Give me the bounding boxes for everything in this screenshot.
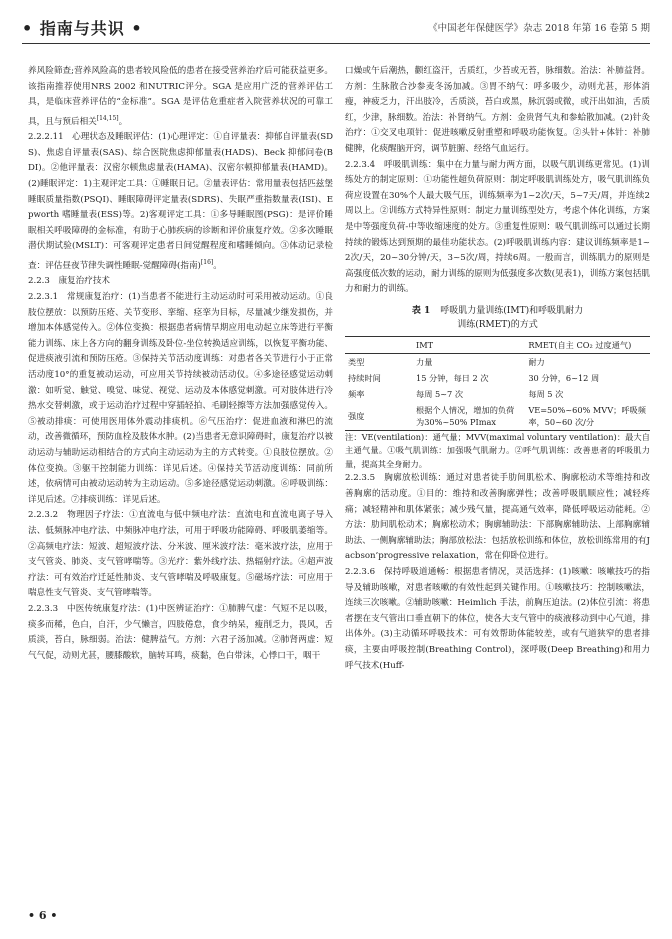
journal-info: 《中国老年保健医学》杂志 2018 年第 16 卷第 5 期 xyxy=(428,23,650,34)
paragraph-airway: 2.2.3.6 保持呼吸道通畅：根据患者情况，灵活选择：(1)咳嗽：咳嗽技巧的指导及辅助咳嗽，对患者咳嗽的有效性起到关键作用。①咳嗽技巧：控制咳嗽法，连续三次咳嗽。②辅助咳嗽：Heimlich 手法，前胸压迫法。(2)体位引流：将患者摆在支气管出口垂直朝下的体位，使各大支气管中的痰液移动到中心气道，排出体外。(3)主动循环呼吸技术：可有效帮助体能较差，或有气道狭窄的患者排痰，主要由呼吸控制(Breathing Control)，深呼吸(Deep Breathing)和用力呼气技术(Huff- xyxy=(345,566,650,671)
table-row: 类型 力量 耐力 xyxy=(348,356,545,367)
table-row: 频率 每周 5~7 次 每周 5 次 xyxy=(348,388,564,399)
page-header xyxy=(22,14,650,40)
heading-rehab-tech: 2.2.3 康复治疗技术 xyxy=(28,276,111,287)
paragraph-chest-relax: 2.2.3.5 胸廓放松训练：通过对患者徒手肋间肌松术、胸廓松动术等维持和改善胸廓的活动度。①目的：维持和改善胸廓弹性；改善呼吸肌顺应性；减轻疼痛；减轻精神和肌体紧张；减少残气量，提高通气效率，降低呼吸运动能耗。②方法：肋间肌松动术；胸廓松动术；胸廓辅助法：下部胸廓辅助法、上部胸廓辅助法、一侧胸廓辅助法；胸部放松法：包括放松训练和体位，放松训练常用的有Jacbson’progressive relaxation，常在仰卧位进行。 xyxy=(345,473,650,562)
paragraph-psych-sleep: 2.2.2.11 心理状态及睡眠评估：(1)心理评定：①自评量表：抑郁自评量表(SDS)、焦虑自评量表(SAS)、综合医院焦虑抑郁量表(HADS)、Beck 抑郁问卷(BDI)。②他评量表：汉密尔顿焦虑量表(HAMA)、汉密尔顿抑郁量表(HAMD)。(2)睡眠评定：1)主观评定工具：①睡眠日记。②量表评估：常用量表包括匹兹堡睡眠质量指数(PSQI)、睡眠障碍评定量表(SDRS)、失眠严重指数量表(ISI)、Epworth 嗜睡量表(ESS)等。2)客观评定工具：①多导睡眠图(PSG)：是评价睡眠相关呼吸障碍的金标准，有助于心肺疾病的诊断和评价康复疗效。②多次睡眠潜伏期试验(MSLT)：可客观评定患者日间觉醒程度和嗜睡倾向。③体动记录检查：评估昼夜节律失调性睡眠-觉醒障碍(指南)[16]。 xyxy=(28,132,333,271)
paragraph-tcm-cont: 口燥或午后潮热，颧红盗汗，舌质红，少苔或无苔，脉细数。治法：补肺益肾。方剂：生脉散合沙参麦冬汤加减。③胃不纳气：呼多吸少，动则尤甚，形体消瘦，神疲乏力，汗出肢冷，舌质淡，苔白或黑，脉沉弱或微，或汗出如油，舌质红，少津，脉细数。治法：补肾纳气。方剂：金贵肾气丸和参蛤散加减。(2)针灸治疗：①交叉电项针：促进咳嗽反射重塑和呼吸功能恢复。②头针+体针：补肺健脾，化痰醒脑开窍，调节脏腑、经络气血运行。 xyxy=(345,66,650,154)
page-number: • 6 • xyxy=(28,909,58,922)
table-label: 表 1 xyxy=(411,305,431,316)
paragraph-routine-rehab: 2.2.3.1 常规康复治疗：(1)当患者不能进行主动运动时可采用被动运动。①良肢位摆放：以预防压疮、关节变形、挛缩、痉挛为目标，尽量减少继发损伤，并增加本体感觉传入。②体位变换：根据患者病情早期应用电动起立床等进行平衡能力训练、床上各方向的翻身训练及卧位-坐位转换适应训练，以恢复平衡功能、促进痰液引流和预防压疮。③保持关节活动度训练：对患者各关节进行小于正常活动度10°的重复被动运动，可应用关节持续被动活动仪。④多途径感觉运动刺激：如听觉、触觉、嗅觉、味觉、视觉、运动及本体感觉刺激。可对肢体进行冷热水交替刺激，或于运动治疗过程中穿插轻拍、毛刷轻擦等方法加强感觉传入。⑤被动排痰：可使用医用体外震动排痰机。⑥气压治疗：促进血液和淋巴的流动，改善微循环，预防血栓及肢体水肿。(2)当患者无意识障碍时，康复治疗以被动运动与辅助运动相结合的方式向主动运动为主的方式转变。①良肢位摆放。②体位变换。③躯干控制能力训练：详见后述。④保持关节活动度训练：同前所述，依病情可由被动运动转为主动运动。⑤多途径感觉运动刺激。⑥呼吸训练：详见后述。⑦排痰训练：详见后述。 xyxy=(28,292,333,505)
table-header-row: IMT RMET(自主 CO₂ 过度通气) xyxy=(345,336,650,353)
section-title: • 指南与共识 • xyxy=(22,18,143,38)
table-row: 强度 根据个人情况，增加的负荷为30%~50% PImax VE=50%~60% MVV；呼吸频率，50~60 次/分 xyxy=(345,402,650,431)
paragraph-tcm: 2.2.3.3 中医传统康复疗法：(1)中医辨证治疗：①肺脾气虚：气短不足以吸，痰多而稀，色白，自汗，少气懒言，四肢倦怠，食少纳呆，瘦削乏力，畏风，舌质淡，苔白，脉细弱。治法：健脾益气。方剂：六君子汤加减。②肺肾两虚：短气气促，动则尤甚，腰膝酸软，脑转耳鸣，痰黏，色白带沫，心悸口干，咽干 xyxy=(28,603,333,661)
paragraph-physical-therapy: 2.2.3.2 物理因子疗法：①直流电与低中频电疗法：直流电和直流电离子导入法、低频脉冲电疗法、中频脉冲电疗法，可用于呼吸功能障碍、呼吸肌萎缩等。②高频电疗法：短波、超短波疗法、分米波、厘米波疗法：毫米波疗法，应用于支气管炎、肺炎、支气管哮喘等。③光疗：紫外线疗法、热辐射疗法。④超声波疗法：可有效治疗迁延性肺炎、支气管哮喘及呼吸康复。⑤磁场疗法：可应用于喘息性支气管炎、支气管哮喘等。 xyxy=(28,510,333,599)
paragraph-nutrition: 养风险筛查;营养风险高的患者较风险低的患者在接受营养治疗后可能获益更多。该指南推荐使用NRS 2002 和NUTRIC评分。SGA 是应用广泛的营养评估工具，是临床营养评估的“金标准”。SGA 是评估危重症者入院营养状况的可靠工具，且与预后相关[14,15]。 xyxy=(28,66,333,127)
header-rule xyxy=(22,43,650,44)
training-table xyxy=(345,336,650,431)
table-row: 持续时间 15 分钟，每日 2 次 30 分钟，6~12 周 xyxy=(348,372,600,383)
left-column xyxy=(28,64,333,664)
table-title: 表 1 呼吸肌力量训练(IMT)和呼吸肌耐力 训练(RMET)的方式 xyxy=(411,305,584,330)
right-column xyxy=(345,64,650,674)
table-note: 注：VE(ventilation)：通气量；MVV(maximal voluntary ventilation)：最大自主通气量。①吸气肌训练：加强吸气肌耐力。②呼气肌训练：改善患者的呼吸肌力量，提高其全身耐力。 xyxy=(345,431,650,469)
paragraph-resp-muscle: 2.2.3.4 呼吸肌训练：集中在力量与耐力两方面，以吸气肌训练更常见。(1)训练处方的制定原则：①功能性超负荷原则：制定呼吸肌训练处方，吸气肌训练负荷应设置在30%个人最大吸气压，训练频率为1~2次/天，5~7天/周，并连续2周以上。②训练方式特异性原则：制定力量训练型处方，考虑个体化训练，方案是中等强度负荷-中等收缩速度的处方。③重复性原则：吸气肌训练可以通过长期持续的锻炼达到预期的最佳功能状态。(2)呼吸肌训练内容：建议训练频率是1~2次/天，20~30分钟/天，3~5次/周，持续6周。一般而言，训练肌力的原则是高强度低次数的运动，耐力训练的原则为低强度多次数(见表1)，训练方案包括肌力和耐力的训练。 xyxy=(345,159,650,295)
